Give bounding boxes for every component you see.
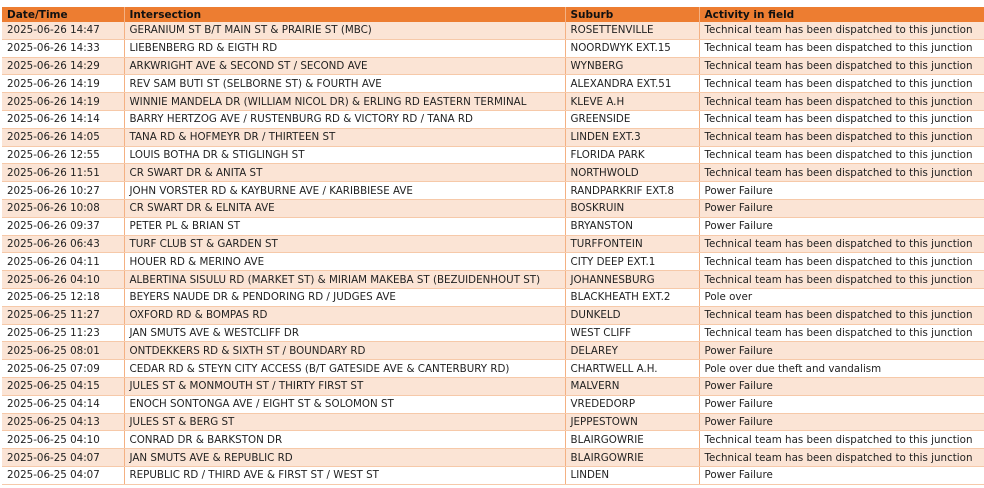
cell-datetime: 2025-06-25 04:10 [2,431,124,449]
cell-intersection: OXFORD RD & BOMPAS RD [124,306,565,324]
table-row[interactable] [2,288,984,306]
cell-activity: Power Failure [699,182,984,200]
cell-activity: Power Failure [699,466,984,484]
cell-suburb: ALEXANDRA EXT.51 [565,75,699,93]
cell-datetime: 2025-06-25 04:14 [2,395,124,413]
cell-suburb: FLORIDA PARK [565,146,699,164]
cell-intersection: REPUBLIC RD / THIRD AVE & FIRST ST / WEST ST [124,466,565,484]
table-row[interactable] [2,466,984,484]
cell-datetime: 2025-06-26 14:19 [2,93,124,111]
cell-intersection: ONTDEKKERS RD & SIXTH ST / BOUNDARY RD [124,342,565,360]
cell-activity: Technical team has been dispatched to this junction [699,57,984,75]
cell-suburb: NORTHWOLD [565,164,699,182]
cell-intersection: PETER PL & BRIAN ST [124,217,565,235]
cell-intersection: LIEBENBERG RD & EIGTH RD [124,39,565,57]
table-row[interactable] [2,431,984,449]
cell-activity: Technical team has been dispatched to this junction [699,253,984,271]
cell-datetime: 2025-06-25 08:01 [2,342,124,360]
cell-datetime: 2025-06-26 09:37 [2,217,124,235]
cell-activity: Technical team has been dispatched to this junction [699,128,984,146]
cell-activity: Power Failure [699,395,984,413]
cell-suburb: DELAREY [565,342,699,360]
incident-table-container [2,7,984,485]
cell-datetime: 2025-06-25 07:09 [2,360,124,378]
cell-datetime: 2025-06-26 10:27 [2,182,124,200]
header-intersection[interactable]: Intersection [124,7,565,22]
cell-activity: Power Failure [699,377,984,395]
cell-intersection: BEYERS NAUDE DR & PENDORING RD / JUDGES AVE [124,288,565,306]
cell-intersection: TANA RD & HOFMEYR DR / THIRTEEN ST [124,128,565,146]
cell-activity: Technical team has been dispatched to this junction [699,93,984,111]
cell-activity: Technical team has been dispatched to this junction [699,306,984,324]
cell-datetime: 2025-06-25 11:23 [2,324,124,342]
table-row[interactable] [2,271,984,289]
cell-intersection: BARRY HERTZOG AVE / RUSTENBURG RD & VICTORY RD / TANA RD [124,110,565,128]
cell-suburb: ROSETTENVILLE [565,22,699,39]
cell-suburb: TURFFONTEIN [565,235,699,253]
cell-intersection: CR SWART DR & ANITA ST [124,164,565,182]
cell-suburb: BLAIRGOWRIE [565,431,699,449]
table-row[interactable] [2,93,984,111]
cell-suburb: WEST CLIFF [565,324,699,342]
cell-datetime: 2025-06-26 10:08 [2,199,124,217]
cell-activity: Technical team has been dispatched to this junction [699,39,984,57]
table-row[interactable] [2,182,984,200]
cell-suburb: KLEVE A.H [565,93,699,111]
cell-activity: Technical team has been dispatched to this junction [699,235,984,253]
cell-intersection: LOUIS BOTHA DR & STIGLINGH ST [124,146,565,164]
table-row[interactable] [2,39,984,57]
cell-intersection: JAN SMUTS AVE & WESTCLIFF DR [124,324,565,342]
cell-intersection: TURF CLUB ST & GARDEN ST [124,235,565,253]
cell-intersection: REV SAM BUTI ST (SELBORNE ST) & FOURTH AVE [124,75,565,93]
cell-intersection: JOHN VORSTER RD & KAYBURNE AVE / KARIBBIESE AVE [124,182,565,200]
cell-intersection: JAN SMUTS AVE & REPUBLIC RD [124,449,565,467]
cell-datetime: 2025-06-26 14:33 [2,39,124,57]
table-row[interactable] [2,306,984,324]
cell-intersection: ALBERTINA SISULU RD (MARKET ST) & MIRIAM MAKEBA ST (BEZUIDENHOUT ST) [124,271,565,289]
table-row[interactable] [2,377,984,395]
cell-suburb: MALVERN [565,377,699,395]
cell-datetime: 2025-06-26 14:29 [2,57,124,75]
cell-activity: Power Failure [699,217,984,235]
table-row[interactable] [2,164,984,182]
cell-activity: Pole over [699,288,984,306]
cell-intersection: CR SWART DR & ELNITA AVE [124,199,565,217]
table-row[interactable] [2,57,984,75]
table-row[interactable] [2,253,984,271]
cell-intersection: JULES ST & MONMOUTH ST / THIRTY FIRST ST [124,377,565,395]
cell-activity: Power Failure [699,413,984,431]
cell-activity: Technical team has been dispatched to this junction [699,449,984,467]
cell-suburb: GREENSIDE [565,110,699,128]
cell-datetime: 2025-06-25 04:07 [2,466,124,484]
cell-datetime: 2025-06-26 04:10 [2,271,124,289]
cell-intersection: GERANIUM ST B/T MAIN ST & PRAIRIE ST (MBC) [124,22,565,39]
cell-activity: Technical team has been dispatched to this junction [699,271,984,289]
cell-suburb: BLACKHEATH EXT.2 [565,288,699,306]
cell-datetime: 2025-06-25 11:27 [2,306,124,324]
cell-suburb: BOSKRUIN [565,199,699,217]
table-row[interactable] [2,22,984,39]
table-row[interactable] [2,110,984,128]
cell-activity: Technical team has been dispatched to this junction [699,22,984,39]
cell-datetime: 2025-06-26 14:19 [2,75,124,93]
cell-datetime: 2025-06-26 14:14 [2,110,124,128]
incident-table [2,7,984,485]
cell-intersection: CONRAD DR & BARKSTON DR [124,431,565,449]
cell-suburb: WYNBERG [565,57,699,75]
cell-datetime: 2025-06-26 14:05 [2,128,124,146]
cell-suburb: DUNKELD [565,306,699,324]
cell-activity: Power Failure [699,342,984,360]
cell-activity: Technical team has been dispatched to this junction [699,431,984,449]
cell-activity: Technical team has been dispatched to this junction [699,324,984,342]
table-row[interactable] [2,146,984,164]
table-row[interactable] [2,395,984,413]
header-activity[interactable]: Activity in field [699,7,984,22]
cell-intersection: WINNIE MANDELA DR (WILLIAM NICOL DR) & ERLING RD EASTERN TERMINAL [124,93,565,111]
table-row[interactable] [2,75,984,93]
cell-datetime: 2025-06-25 04:07 [2,449,124,467]
table-row[interactable] [2,128,984,146]
table-row[interactable] [2,217,984,235]
table-row[interactable] [2,235,984,253]
table-row[interactable] [2,342,984,360]
cell-datetime: 2025-06-26 04:11 [2,253,124,271]
cell-activity: Technical team has been dispatched to this junction [699,75,984,93]
cell-suburb: BLAIRGOWRIE [565,449,699,467]
cell-suburb: VREDEDORP [565,395,699,413]
table-row[interactable] [2,324,984,342]
cell-activity: Technical team has been dispatched to this junction [699,146,984,164]
cell-datetime: 2025-06-26 12:55 [2,146,124,164]
cell-activity: Technical team has been dispatched to this junction [699,164,984,182]
cell-suburb: JEPPESTOWN [565,413,699,431]
header-suburb[interactable]: Suburb [565,7,699,22]
cell-activity: Power Failure [699,199,984,217]
cell-datetime: 2025-06-26 11:51 [2,164,124,182]
cell-suburb: JOHANNESBURG [565,271,699,289]
cell-activity: Pole over due theft and vandalism [699,360,984,378]
cell-datetime: 2025-06-25 04:13 [2,413,124,431]
cell-datetime: 2025-06-25 12:18 [2,288,124,306]
table-row[interactable] [2,360,984,378]
cell-intersection: HOUER RD & MERINO AVE [124,253,565,271]
table-row[interactable] [2,413,984,431]
cell-activity: Technical team has been dispatched to this junction [699,110,984,128]
cell-datetime: 2025-06-26 14:47 [2,22,124,39]
cell-suburb: LINDEN EXT.3 [565,128,699,146]
table-body [2,22,984,484]
cell-intersection: CEDAR RD & STEYN CITY ACCESS (B/T GATESIDE AVE & CANTERBURY RD) [124,360,565,378]
cell-datetime: 2025-06-25 04:15 [2,377,124,395]
cell-suburb: CITY DEEP EXT.1 [565,253,699,271]
table-header-row [2,7,984,22]
table-row[interactable] [2,199,984,217]
cell-intersection: JULES ST & BERG ST [124,413,565,431]
cell-suburb: RANDPARKRIF EXT.8 [565,182,699,200]
header-datetime[interactable]: Date/Time [2,7,124,22]
cell-suburb: LINDEN [565,466,699,484]
cell-intersection: ENOCH SONTONGA AVE / EIGHT ST & SOLOMON ST [124,395,565,413]
table-row[interactable] [2,449,984,467]
cell-suburb: BRYANSTON [565,217,699,235]
cell-suburb: CHARTWELL A.H. [565,360,699,378]
cell-intersection: ARKWRIGHT AVE & SECOND ST / SECOND AVE [124,57,565,75]
cell-suburb: NOORDWYK EXT.15 [565,39,699,57]
cell-datetime: 2025-06-26 06:43 [2,235,124,253]
